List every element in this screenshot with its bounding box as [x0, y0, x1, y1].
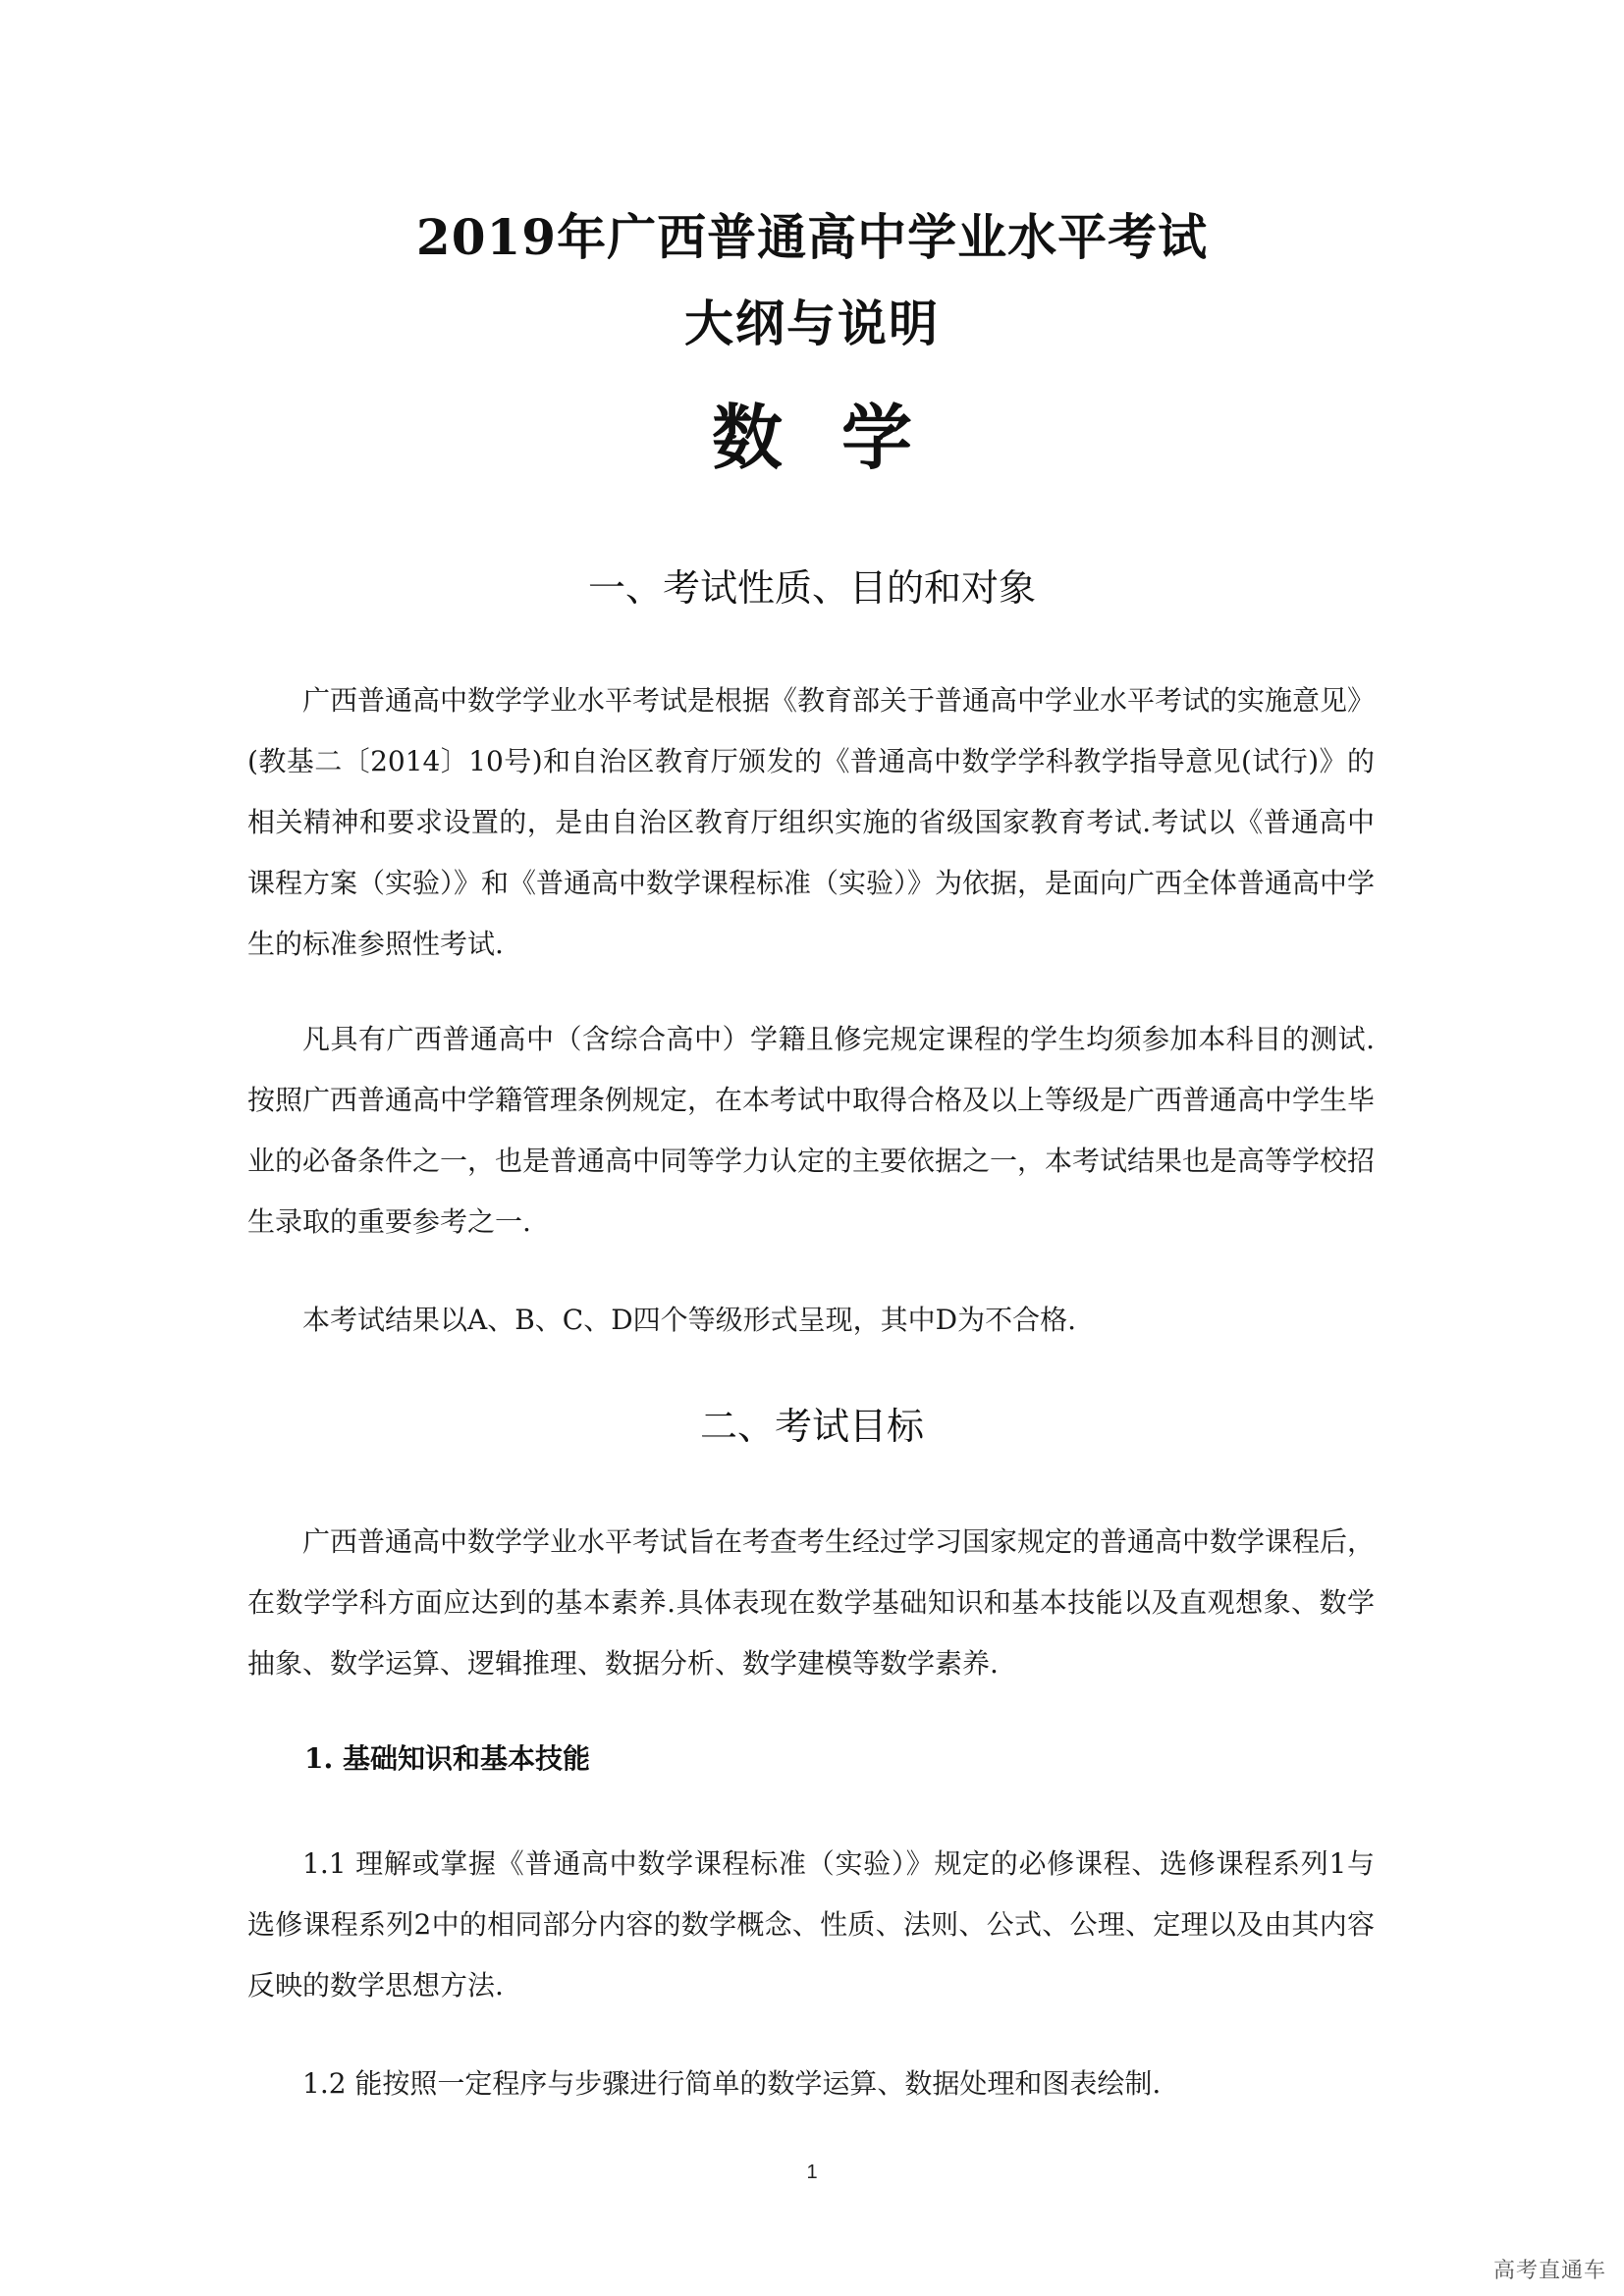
- paragraph: 1.2 能按照一定程序与步骤进行简单的数学运算、数据处理和图表绘制.: [302, 2067, 1162, 2100]
- section-heading-1: 一、考试性质、目的和对象: [587, 566, 1036, 610]
- paragraph: 1.1 理解或掌握《普通高中数学课程标准（实验）》规定的必修课程、选修课程系列1与选修课程系列2中的相同部分内容的数学概念、性质、法则、公式、公理、定理以及由其内容反映的数学思想方法.: [247, 1847, 1375, 2002]
- paragraph: 凡具有广西普通高中（含综合高中）学籍且修完规定课程的学生均须参加本科目的测试.按照广西普通高中学籍管理条例规定，在本考试中取得合格及以上等级是广西普通高中学生毕业的必备条件之一，也是普通高中同等学力认定的主要依据之一，本考试结果也是高等学校招生录取的重要参考之一.: [247, 1023, 1376, 1238]
- document-subtitle: 大纲与说明: [684, 294, 940, 352]
- subsection-heading: 1. 基础知识和基本技能: [304, 1742, 590, 1775]
- paragraph: 广西普通高中数学学业水平考试旨在考查考生经过学习国家规定的普通高中数学课程后，在数学学科方面应达到的基本素养.具体表现在数学基础知识和基本技能以及直观想象、数学抽象、数学运算、逻辑推理、数据分析、数学建模等数学素养.: [247, 1525, 1376, 1680]
- section-heading-2: 二、考试目标: [699, 1405, 924, 1448]
- paragraph: 广西普通高中数学学业水平考试是根据《教育部关于普通高中学业水平考试的实施意见》(教基二〔2014〕10号)和自治区教育厅颁发的《普通高中数学学科教学指导意见(试行)》的相关精神和要求设置的，是由自治区教育厅组织实施的省级国家教育考试.考试以《普通高中课程方案（实验）》和《普通高中数学课程标准（实验）》为依据，是面向广西全体普通高中学生的标准参照性考试.: [247, 684, 1376, 960]
- page-number: 1: [806, 2162, 818, 2183]
- document-title: 2019年广西普通高中学业水平考试: [415, 208, 1209, 266]
- watermark: 高考直通车: [1492, 2259, 1606, 2283]
- subject-title: 数学: [711, 396, 971, 479]
- paragraph: 本考试结果以A、B、C、D四个等级形式呈现，其中D为不合格.: [302, 1304, 1077, 1336]
